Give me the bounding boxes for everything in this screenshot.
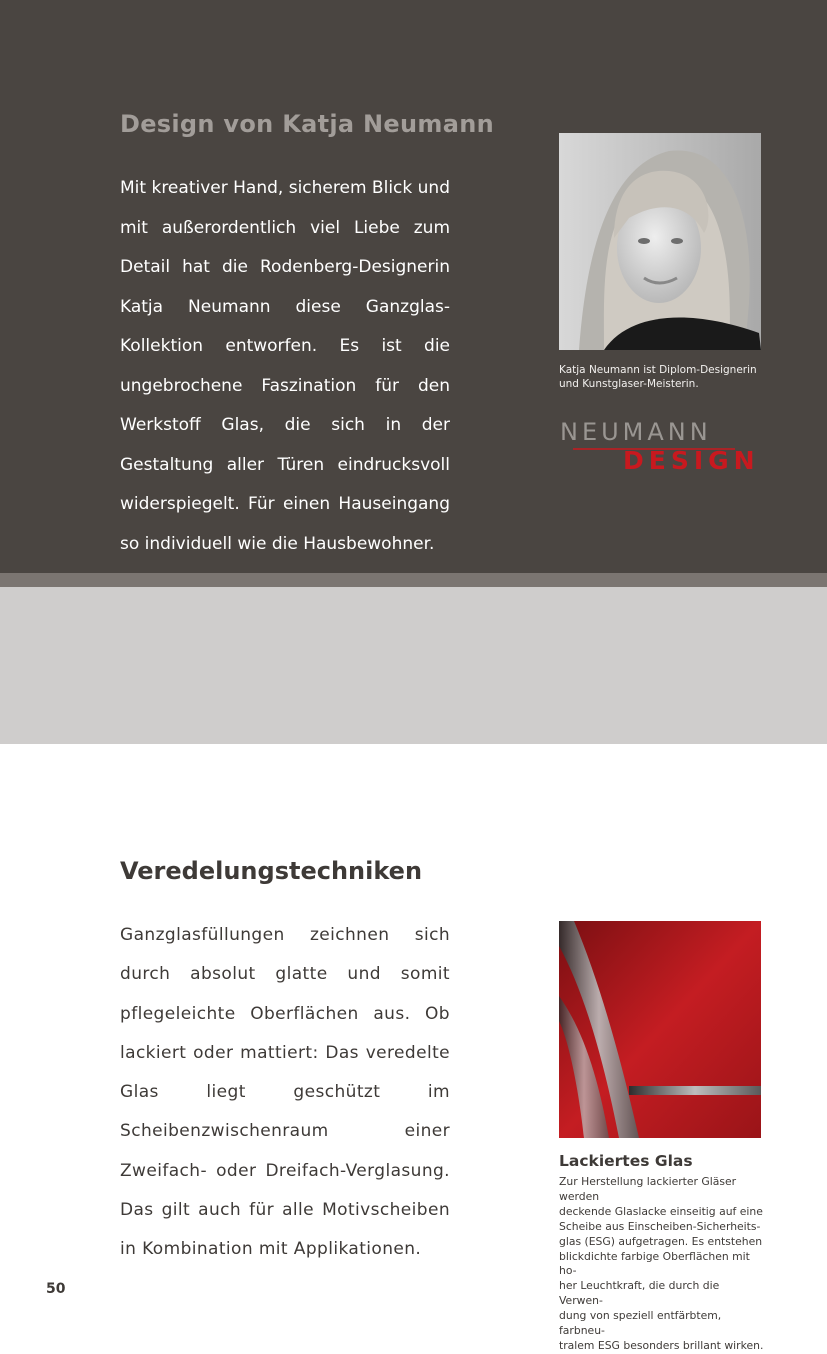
lacquered-glass-line: deckende Glaslacke einseitig auf eine	[559, 1204, 763, 1218]
lacquered-glass-line: Zur Herstellung lackierter Gläser werden	[559, 1175, 737, 1203]
lacquered-glass-line: tralem ESG besonders brillant wirken.	[559, 1338, 764, 1352]
lacquered-glass-line: dung von speziell entfärbtem, farbneu-	[559, 1309, 722, 1338]
portrait-photo	[559, 133, 761, 350]
lacquered-glass-line: her Leuchtkraft, die durch die Verwen-	[559, 1279, 720, 1308]
lacquered-glass-image	[559, 921, 761, 1138]
portrait-caption-line-2: und Kunstglaser-Meisterin.	[559, 377, 699, 390]
techniques-heading: Veredelungstechniken	[120, 857, 423, 885]
logo-design-text: DESIGN	[623, 446, 760, 475]
lacquered-glass-heading: Lackiertes Glas	[559, 1152, 693, 1170]
logo-neumann-text: NEUMANN	[560, 418, 712, 446]
lacquered-glass-line: glas (ESG) aufgetragen. Es entstehen	[559, 1234, 763, 1248]
grey-band	[0, 587, 827, 744]
neumann-design-logo	[559, 418, 760, 475]
divider-stripe	[0, 573, 827, 587]
lacquered-glass-line: blickdichte farbige Oberflächen mit ho-	[559, 1249, 750, 1278]
portrait-caption-line-1: Katja Neumann ist Diplom-Designerin	[559, 364, 757, 376]
techniques-paragraph: Ganzglasfüllungen zeichnen sich durch absolut glatte und somit pflegeleichte Oberflächen aus. Ob lackiert oder mattiert: Das veredelte Glas liegt geschützt im Scheibenzwischenraum einer Zweifach- oder Dreifach-Verglasung. Das gilt auch für alle Motivscheiben in Kombination mit Applikationen.	[120, 925, 450, 1260]
designer-heading: Design von Katja Neumann	[120, 110, 494, 138]
lacquered-glass-text	[559, 1175, 764, 1354]
designer-paragraph: Mit kreativer Hand, sicherem Blick und mit außerordentlich viel Liebe zum Detail hat die Rodenberg-Designerin Katja Neumann diese Ganzglas-Kollektion entworfen. Es ist die ungebrochene Faszination für den Werkstoff Glas, die sich in der Gestaltung aller Türen eindrucksvoll widerspiegelt. Für einen Hauseingang so individuell wie die Hausbewohner.	[120, 178, 450, 554]
lacquered-glass-line: Scheibe aus Einscheiben-Sicherheits-	[559, 1219, 761, 1233]
page-number: 50	[46, 1281, 66, 1297]
portrait-caption	[559, 364, 759, 391]
